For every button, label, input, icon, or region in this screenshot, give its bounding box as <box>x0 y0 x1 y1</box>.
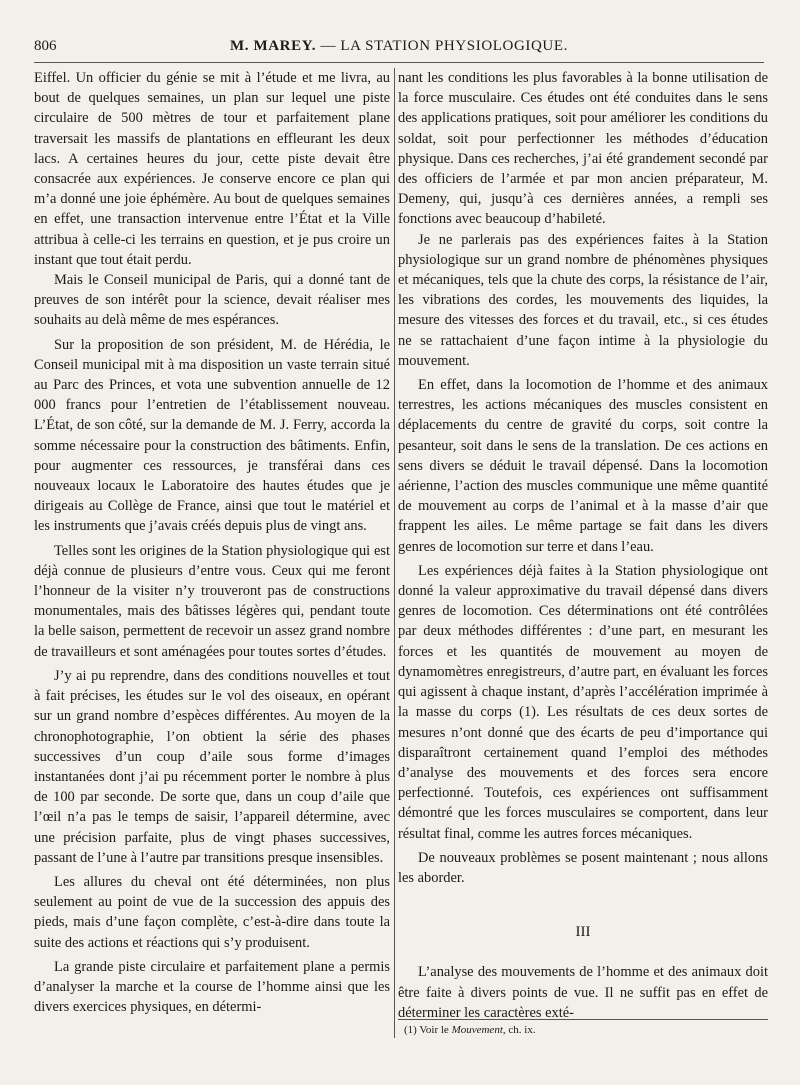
paragraph: La grande piste circulaire et parfaitement plane a permis d’analyser la marche et la course de l’homme ainsi que les divers exercices physiques, en détermi- <box>34 958 390 1016</box>
paragraph: nant les conditions les plus favorables à la bonne utilisation de la force musculaire. Ces études ont été conduites dans le sens des applications pratiques, soit pour améliorer les conditions du soldat, soit pour perfectionner les méthodes d’éducation physique. Dans ces recherches, j’ai été grandement secondé par des officiers de l’armée et par mon ancien préparateur, M. Demeny, qui, jusqu’à ces dernières années, a rempli ses fonctions avec beaucoup d’habileté. <box>398 70 768 228</box>
paragraph: L’analyse des mouvements de l’homme et des animaux doit être faite à divers points de vue. Il ne suffit pas en effet de déterminer les caractères exté- <box>398 964 768 1021</box>
footnote <box>398 1019 768 1037</box>
paragraph: Je ne parlerais pas des expériences faites à la Station physiologique sur un grand nombre de phénomènes physiques et mécaniques, tels que la chute des corps, la résistance de l’air, les vibrations des cordes, les mouvements des liquides, la mesure des vitesses des forces et du travail, etc., si ces études ne se rattachaient d’une façon intime à la physiologie du mouvement. <box>398 231 768 369</box>
footnote-marker: (1) Voir le <box>404 1024 452 1036</box>
footnote-rest: , ch. ix. <box>502 1024 536 1036</box>
right-column <box>398 68 768 1068</box>
page-number: 806 <box>34 38 57 54</box>
author-name: M. MAREY. <box>230 38 317 54</box>
paragraph: Telles sont les origines de la Station physiologique qui est déjà connue de plusieurs d’entre vous. Ceux qui me feront l’honneur de la visiter n’y trouveront pas de constructions monumentales, mais des bâtisses légères qui, pendant toute la belle saison, permettent de recevoir un assez grand nombre de travailleurs et sont aménagées pour toutes sortes d’études. <box>34 542 390 660</box>
running-header <box>34 38 764 63</box>
paragraph: Les allures du cheval ont été déterminées, non plus seulement au point de vue de la succession des appuis des pieds, mais d’une façon complète, c’est-à-dire dans toute la suite des actions et réactions qui s’y produisent. <box>34 873 390 951</box>
footnote-work: Mouvement <box>451 1024 503 1036</box>
paragraph: J’y ai pu reprendre, dans des conditions nouvelles et tout à fait précises, les études sur le vol des oiseaux, en opérant sur un grand nombre d’espèces différentes. Au moyen de la chronophotographie, l’on obtient la série des phases successives d’un coup d’aile sous forme d’images instantanées dont j’ai pu récemment porter le nombre à plus de 100 par seconde. De sorte que, dans un coup d’aile que l’œil n’a pas le temps de saisir, l’appareil détermine, avec une précision parfaite, plus de vingt phases successives, passant de l’une à l’autre par transitions presque insensibles. <box>34 667 390 866</box>
paragraph: Les expériences déjà faites à la Station physiologique ont donné la valeur approximative du travail dépensé dans divers genres de locomotion. Ces déterminations ont été contrôlées par deux méthodes différentes : d’une part, en mesurant les forces et les quantités de mouvement au moyen de dynamomètres enregistreurs, d’autre part, en évaluant les forces qui agissent à chaque instant, d’après l’accélération imprimée à la masse du corps (1). Les résultats de ces deux sortes de mesures n’ont donné que des écarts de peu d’importance qui disparaîtront certainement quand l’emploi des méthodes d’analyse des mouvements et des forces sera encore perfectionné. Toutefois, ces expériences ont suffisamment démontré que les forces musculaires se comportent, dans leur résultat final, comme les autres forces mécaniques. <box>398 562 768 842</box>
left-column <box>34 68 390 1068</box>
paragraph: Mais le Conseil municipal de Paris, qui a donné tant de preuves de son intérêt pour la science, devait réaliser mes souhaits au delà même de mes espérances. <box>34 272 390 329</box>
paragraph: En effet, dans la locomotion de l’homme et des animaux terrestres, les actions mécaniques des muscles consistent en déplacements du centre de gravité du corps, soit contre la pesanteur, soit dans le sens de la translation. De ces actions en sens divers se déduit le travail dépensé. Dans la locomotion aérienne, l’action des muscles communique une même quantité de mouvement au corps de l’animal et à la masse d’air que frappent les ailes. Le même partage se fait dans les divers genres de locomotion sur terre et dans l’eau. <box>398 377 768 555</box>
section-heading: III <box>575 924 591 941</box>
article-title: LA STATION PHYSIOLOGIQUE. <box>340 38 568 54</box>
column-divider <box>394 68 395 1038</box>
paragraph: De nouveaux problèmes se posent maintenant ; nous allons les aborder. <box>398 849 768 886</box>
paragraph: Eiffel. Un officier du génie se mit à l’étude et me livra, au bout de quelques semaines, un plan sur lequel une piste circulaire de 500 mètres de tour et parfaitement plane traversait les massifs de plantations en effleurant les deux lacs. A certaines heures du jour, cette piste devait être consacrée aux expériences. Je conserve encore ce plan qui m’a donné une joie éphémère. Au bout de quelques semaines en effet, une transaction intervenue entre l’État et la Ville attribua à celle-ci les terrains en question, et je pus croire un instant que tout était perdu. <box>34 70 390 268</box>
running-title <box>34 38 764 55</box>
title-separator: — <box>316 38 341 54</box>
paragraph: Sur la proposition de son président, M. de Hérédia, le Conseil municipal mit à ma disposition un vaste terrain situé au Parc des Princes, et vota une subvention annuelle de 12 000 francs pour l’entretien de l’établissement nouveau. L’État, de son côté, sur la demande de M. J. Ferry, accorda la somme nécessaire pour la construction des bâtiments. Enfin, pour augmenter ces ressources, je transférai dans ces nouveaux locaux le Laboratoire des hautes études que je dirigeais au Collège de France, ainsi que tout le matériel et les instruments que j’avais créés depuis plus de vingt ans. <box>34 336 390 535</box>
